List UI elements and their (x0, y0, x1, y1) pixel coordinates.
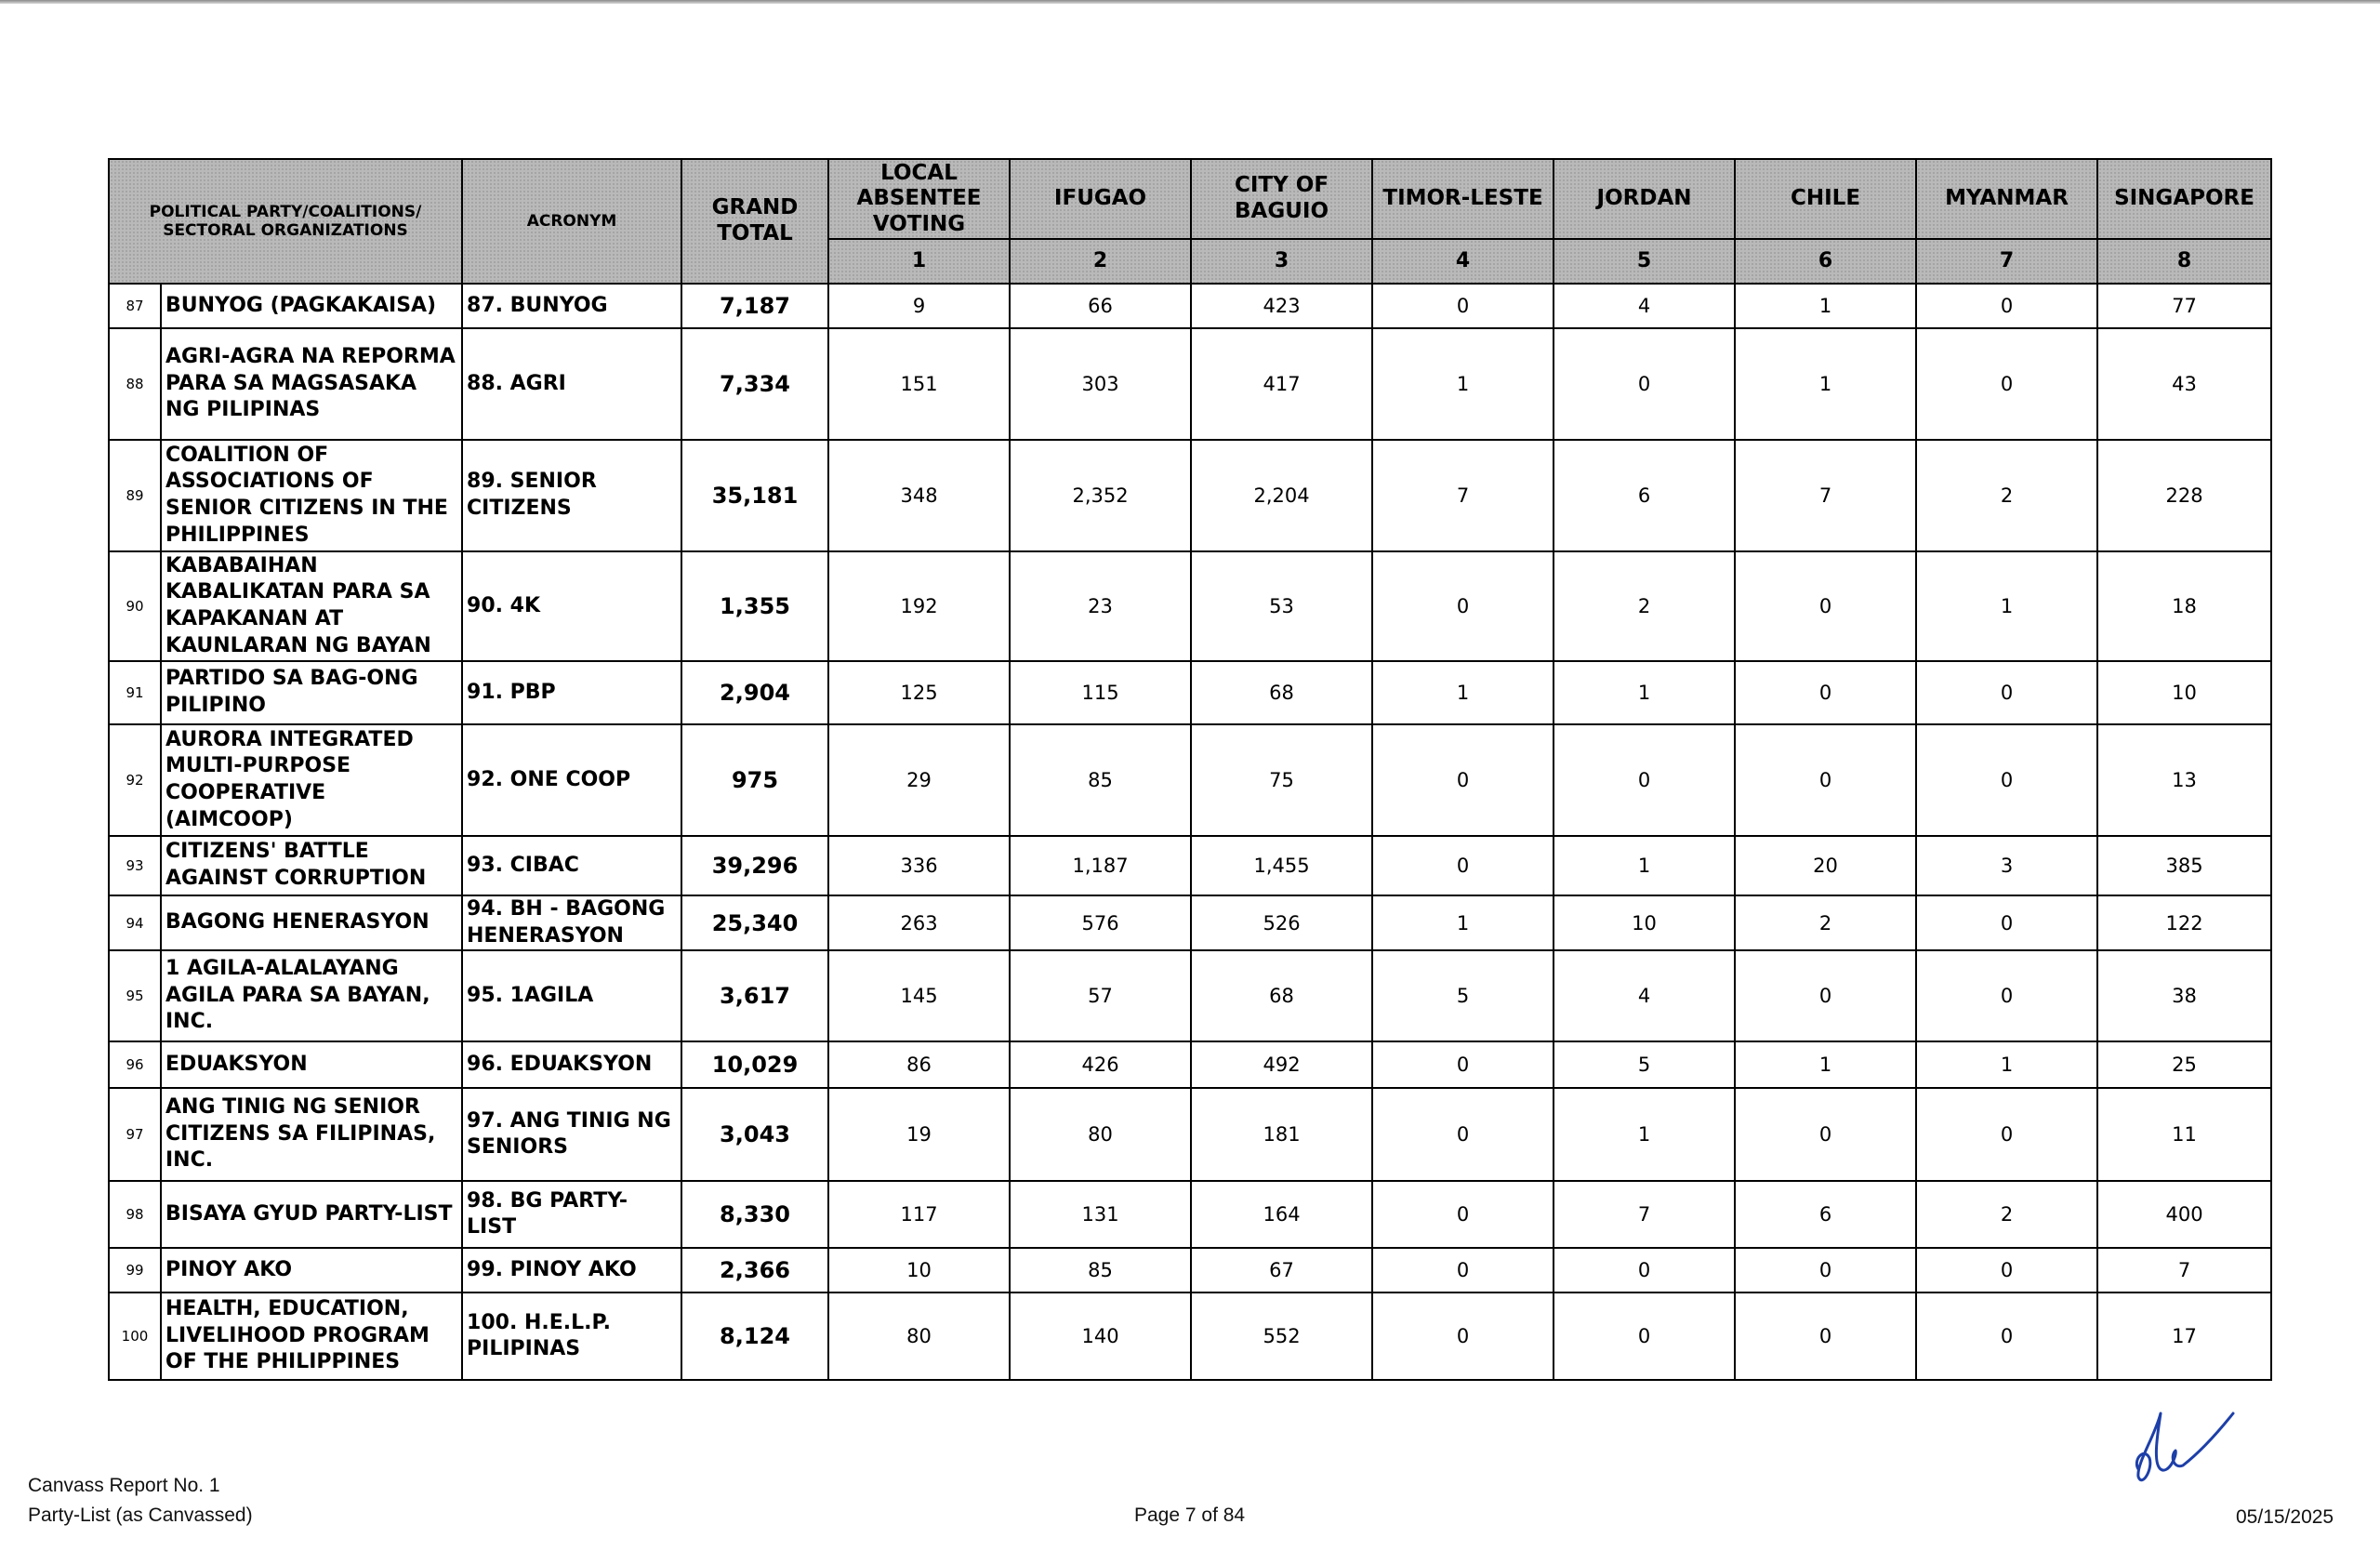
region-value: 2 (1735, 895, 1916, 950)
row-index: 100 (109, 1292, 161, 1380)
party-name: CITIZENS' BATTLE AGAINST CORRUPTION (161, 836, 462, 895)
region-value: 1 (1372, 328, 1554, 440)
region-value: 3 (1916, 836, 2097, 895)
party-acronym: 95. 1AGILA (462, 950, 681, 1041)
region-value: 0 (1554, 328, 1735, 440)
region-value: 122 (2097, 895, 2271, 950)
region-value: 1 (1372, 895, 1554, 950)
region-value: 2 (1916, 440, 2097, 551)
region-value: 68 (1191, 661, 1372, 724)
region-number: 5 (1554, 239, 1735, 284)
region-value: 80 (828, 1292, 1010, 1380)
region-value: 228 (2097, 440, 2271, 551)
region-value: 1 (1372, 661, 1554, 724)
row-index: 93 (109, 836, 161, 895)
region-number: 2 (1010, 239, 1191, 284)
grand-total: 3,617 (681, 950, 828, 1041)
region-number: 4 (1372, 239, 1554, 284)
region-value: 0 (1372, 1041, 1554, 1088)
table-row (109, 724, 2271, 836)
region-number: 7 (1916, 239, 2097, 284)
region-value: 4 (1554, 284, 1735, 328)
grand-total: 25,340 (681, 895, 828, 950)
party-acronym: 89. SENIOR CITIZENS (462, 440, 681, 551)
table-row (109, 551, 2271, 661)
region-value: 192 (828, 551, 1010, 661)
region-header: JORDAN (1554, 159, 1735, 239)
region-value: 7 (1554, 1181, 1735, 1248)
region-value: 0 (1916, 1292, 2097, 1380)
region-value: 6 (1735, 1181, 1916, 1248)
region-value: 7 (1735, 440, 1916, 551)
region-value: 0 (1735, 1248, 1916, 1292)
party-acronym: 87. BUNYOG (462, 284, 681, 328)
party-acronym: 92. ONE COOP (462, 724, 681, 836)
region-value: 68 (1191, 950, 1372, 1041)
table-row (109, 440, 2271, 551)
region-value: 5 (1372, 950, 1554, 1041)
region-value: 151 (828, 328, 1010, 440)
table-row (109, 1088, 2271, 1181)
region-value: 23 (1010, 551, 1191, 661)
table-row (109, 1181, 2271, 1248)
party-name: HEALTH, EDUCATION, LIVELIHOOD PROGRAM OF THE PHILIPPINES (161, 1292, 462, 1380)
region-value: 1,455 (1191, 836, 1372, 895)
region-value: 25 (2097, 1041, 2271, 1088)
region-number: 1 (828, 239, 1010, 284)
region-value: 0 (1554, 724, 1735, 836)
region-value: 576 (1010, 895, 1191, 950)
region-value: 20 (1735, 836, 1916, 895)
party-name: AURORA INTEGRATED MULTI-PURPOSE COOPERATIVE (AIMCOOP) (161, 724, 462, 836)
region-number: 6 (1735, 239, 1916, 284)
report-subtitle: Party-List (as Canvassed) (28, 1505, 253, 1526)
grand-total: 7,334 (681, 328, 828, 440)
region-value: 492 (1191, 1041, 1372, 1088)
acronym-column-header: ACRONYM (462, 159, 681, 284)
region-value: 57 (1010, 950, 1191, 1041)
region-value: 10 (828, 1248, 1010, 1292)
region-value: 140 (1010, 1292, 1191, 1380)
region-value: 11 (2097, 1088, 2271, 1181)
region-header: CHILE (1735, 159, 1916, 239)
region-value: 0 (1372, 1181, 1554, 1248)
region-value: 0 (1916, 328, 2097, 440)
party-acronym: 91. PBP (462, 661, 681, 724)
region-value: 0 (1916, 950, 2097, 1041)
grand-total: 8,330 (681, 1181, 828, 1248)
region-value: 145 (828, 950, 1010, 1041)
region-value: 1 (1916, 1041, 2097, 1088)
region-value: 0 (1554, 1292, 1735, 1380)
region-value: 423 (1191, 284, 1372, 328)
region-value: 417 (1191, 328, 1372, 440)
region-value: 17 (2097, 1292, 2271, 1380)
party-name: COALITION OF ASSOCIATIONS OF SENIOR CITIZENS IN THE PHILIPPINES (161, 440, 462, 551)
region-value: 263 (828, 895, 1010, 950)
row-index: 96 (109, 1041, 161, 1088)
region-value: 0 (1372, 551, 1554, 661)
grand-total: 8,124 (681, 1292, 828, 1380)
page-number: Page 7 of 84 (1134, 1505, 1246, 1526)
grand-total-column-header: GRAND TOTAL (681, 159, 828, 284)
region-value: 0 (1372, 1248, 1554, 1292)
region-value: 77 (2097, 284, 2271, 328)
region-value: 1 (1735, 284, 1916, 328)
region-value: 67 (1191, 1248, 1372, 1292)
table-row (109, 284, 2271, 328)
region-value: 1,187 (1010, 836, 1191, 895)
region-value: 0 (1735, 1292, 1916, 1380)
party-name: BISAYA GYUD PARTY-LIST (161, 1181, 462, 1248)
party-name: BAGONG HENERASYON (161, 895, 462, 950)
party-acronym: 96. EDUAKSYON (462, 1041, 681, 1088)
row-index: 99 (109, 1248, 161, 1292)
table-row (109, 1041, 2271, 1088)
region-value: 0 (1372, 1292, 1554, 1380)
row-index: 97 (109, 1088, 161, 1181)
region-value: 552 (1191, 1292, 1372, 1380)
region-value: 2,204 (1191, 440, 1372, 551)
region-value: 0 (1735, 724, 1916, 836)
region-value: 86 (828, 1041, 1010, 1088)
region-value: 4 (1554, 950, 1735, 1041)
region-value: 29 (828, 724, 1010, 836)
party-name: 1 AGILA-ALALAYANG AGILA PARA SA BAYAN, INC. (161, 950, 462, 1041)
region-header: SINGAPORE (2097, 159, 2271, 239)
region-value: 0 (1372, 1088, 1554, 1181)
region-value: 348 (828, 440, 1010, 551)
region-value: 66 (1010, 284, 1191, 328)
region-value: 1 (1916, 551, 2097, 661)
region-value: 125 (828, 661, 1010, 724)
region-header: MYANMAR (1916, 159, 2097, 239)
region-header: IFUGAO (1010, 159, 1191, 239)
party-name: AGRI-AGRA NA REPORMA PARA SA MAGSASAKA NG PILIPINAS (161, 328, 462, 440)
region-value: 0 (1735, 551, 1916, 661)
table-header (109, 159, 2271, 284)
grand-total: 39,296 (681, 836, 828, 895)
signature-mark (2129, 1395, 2241, 1497)
party-acronym: 88. AGRI (462, 328, 681, 440)
row-index: 94 (109, 895, 161, 950)
region-value: 1 (1735, 1041, 1916, 1088)
report-date: 05/15/2025 (2236, 1506, 2334, 1528)
grand-total: 975 (681, 724, 828, 836)
grand-total: 2,366 (681, 1248, 828, 1292)
party-acronym: 90. 4K (462, 551, 681, 661)
region-value: 426 (1010, 1041, 1191, 1088)
region-value: 19 (828, 1088, 1010, 1181)
canvass-table (108, 158, 2272, 1381)
party-name: KABABAIHAN KABALIKATAN PARA SA KAPAKANAN AT KAUNLARAN NG BAYAN (161, 551, 462, 661)
region-number: 8 (2097, 239, 2271, 284)
table-row (109, 895, 2271, 950)
row-index: 87 (109, 284, 161, 328)
region-value: 10 (1554, 895, 1735, 950)
region-value: 18 (2097, 551, 2271, 661)
region-value: 0 (1372, 724, 1554, 836)
region-value: 131 (1010, 1181, 1191, 1248)
region-value: 0 (1372, 836, 1554, 895)
region-value: 1 (1554, 661, 1735, 724)
report-title: Canvass Report No. 1 (28, 1475, 220, 1496)
region-value: 2 (1554, 551, 1735, 661)
region-value: 43 (2097, 328, 2271, 440)
row-index: 98 (109, 1181, 161, 1248)
party-name: EDUAKSYON (161, 1041, 462, 1088)
region-value: 400 (2097, 1181, 2271, 1248)
region-value: 13 (2097, 724, 2271, 836)
region-value: 2 (1916, 1181, 2097, 1248)
grand-total: 2,904 (681, 661, 828, 724)
region-value: 7 (1372, 440, 1554, 551)
region-value: 2,352 (1010, 440, 1191, 551)
table-row (109, 328, 2271, 440)
region-value: 75 (1191, 724, 1372, 836)
region-value: 0 (1916, 284, 2097, 328)
region-value: 5 (1554, 1041, 1735, 1088)
region-value: 1 (1735, 328, 1916, 440)
region-value: 0 (1916, 895, 2097, 950)
region-header: TIMOR-LESTE (1372, 159, 1554, 239)
region-value: 0 (1372, 284, 1554, 328)
region-value: 85 (1010, 1248, 1191, 1292)
party-name: ANG TINIG NG SENIOR CITIZENS SA FILIPINAS, INC. (161, 1088, 462, 1181)
grand-total: 35,181 (681, 440, 828, 551)
table-row (109, 950, 2271, 1041)
region-value: 0 (1735, 661, 1916, 724)
party-column-header: POLITICAL PARTY/COALITIONS/ SECTORAL ORGANIZATIONS (109, 159, 462, 284)
top-rule (0, 0, 2380, 4)
grand-total: 7,187 (681, 284, 828, 328)
region-value: 181 (1191, 1088, 1372, 1181)
party-acronym: 98. BG PARTY-LIST (462, 1181, 681, 1248)
region-value: 0 (1554, 1248, 1735, 1292)
region-value: 117 (828, 1181, 1010, 1248)
region-value: 385 (2097, 836, 2271, 895)
row-index: 89 (109, 440, 161, 551)
row-index: 92 (109, 724, 161, 836)
grand-total: 10,029 (681, 1041, 828, 1088)
table-row (109, 1292, 2271, 1380)
region-header: CITY OF BAGUIO (1191, 159, 1372, 239)
region-value: 9 (828, 284, 1010, 328)
region-value: 526 (1191, 895, 1372, 950)
party-acronym: 99. PINOY AKO (462, 1248, 681, 1292)
region-value: 115 (1010, 661, 1191, 724)
row-index: 90 (109, 551, 161, 661)
region-value: 10 (2097, 661, 2271, 724)
region-value: 0 (1916, 1088, 2097, 1181)
row-index: 88 (109, 328, 161, 440)
region-value: 0 (1735, 1088, 1916, 1181)
region-value: 303 (1010, 328, 1191, 440)
region-value: 336 (828, 836, 1010, 895)
region-value: 0 (1916, 661, 2097, 724)
party-name: BUNYOG (PAGKAKAISA) (161, 284, 462, 328)
table-row (109, 1248, 2271, 1292)
region-value: 53 (1191, 551, 1372, 661)
grand-total: 1,355 (681, 551, 828, 661)
grand-total: 3,043 (681, 1088, 828, 1181)
party-name: PARTIDO SA BAG-ONG PILIPINO (161, 661, 462, 724)
party-name: PINOY AKO (161, 1248, 462, 1292)
region-value: 38 (2097, 950, 2271, 1041)
region-value: 7 (2097, 1248, 2271, 1292)
region-value: 1 (1554, 1088, 1735, 1181)
party-acronym: 94. BH - BAGONG HENERASYON (462, 895, 681, 950)
table-body (109, 284, 2271, 1380)
table-row (109, 836, 2271, 895)
party-acronym: 97. ANG TINIG NG SENIORS (462, 1088, 681, 1181)
row-index: 91 (109, 661, 161, 724)
table-row (109, 661, 2271, 724)
region-value: 0 (1735, 950, 1916, 1041)
region-value: 164 (1191, 1181, 1372, 1248)
region-header: LOCAL ABSENTEE VOTING (828, 159, 1010, 239)
region-value: 85 (1010, 724, 1191, 836)
region-value: 0 (1916, 1248, 2097, 1292)
region-value: 1 (1554, 836, 1735, 895)
row-index: 95 (109, 950, 161, 1041)
party-acronym: 100. H.E.L.P. PILIPINAS (462, 1292, 681, 1380)
region-value: 0 (1916, 724, 2097, 836)
party-acronym: 93. CIBAC (462, 836, 681, 895)
region-number: 3 (1191, 239, 1372, 284)
region-value: 80 (1010, 1088, 1191, 1181)
region-value: 6 (1554, 440, 1735, 551)
